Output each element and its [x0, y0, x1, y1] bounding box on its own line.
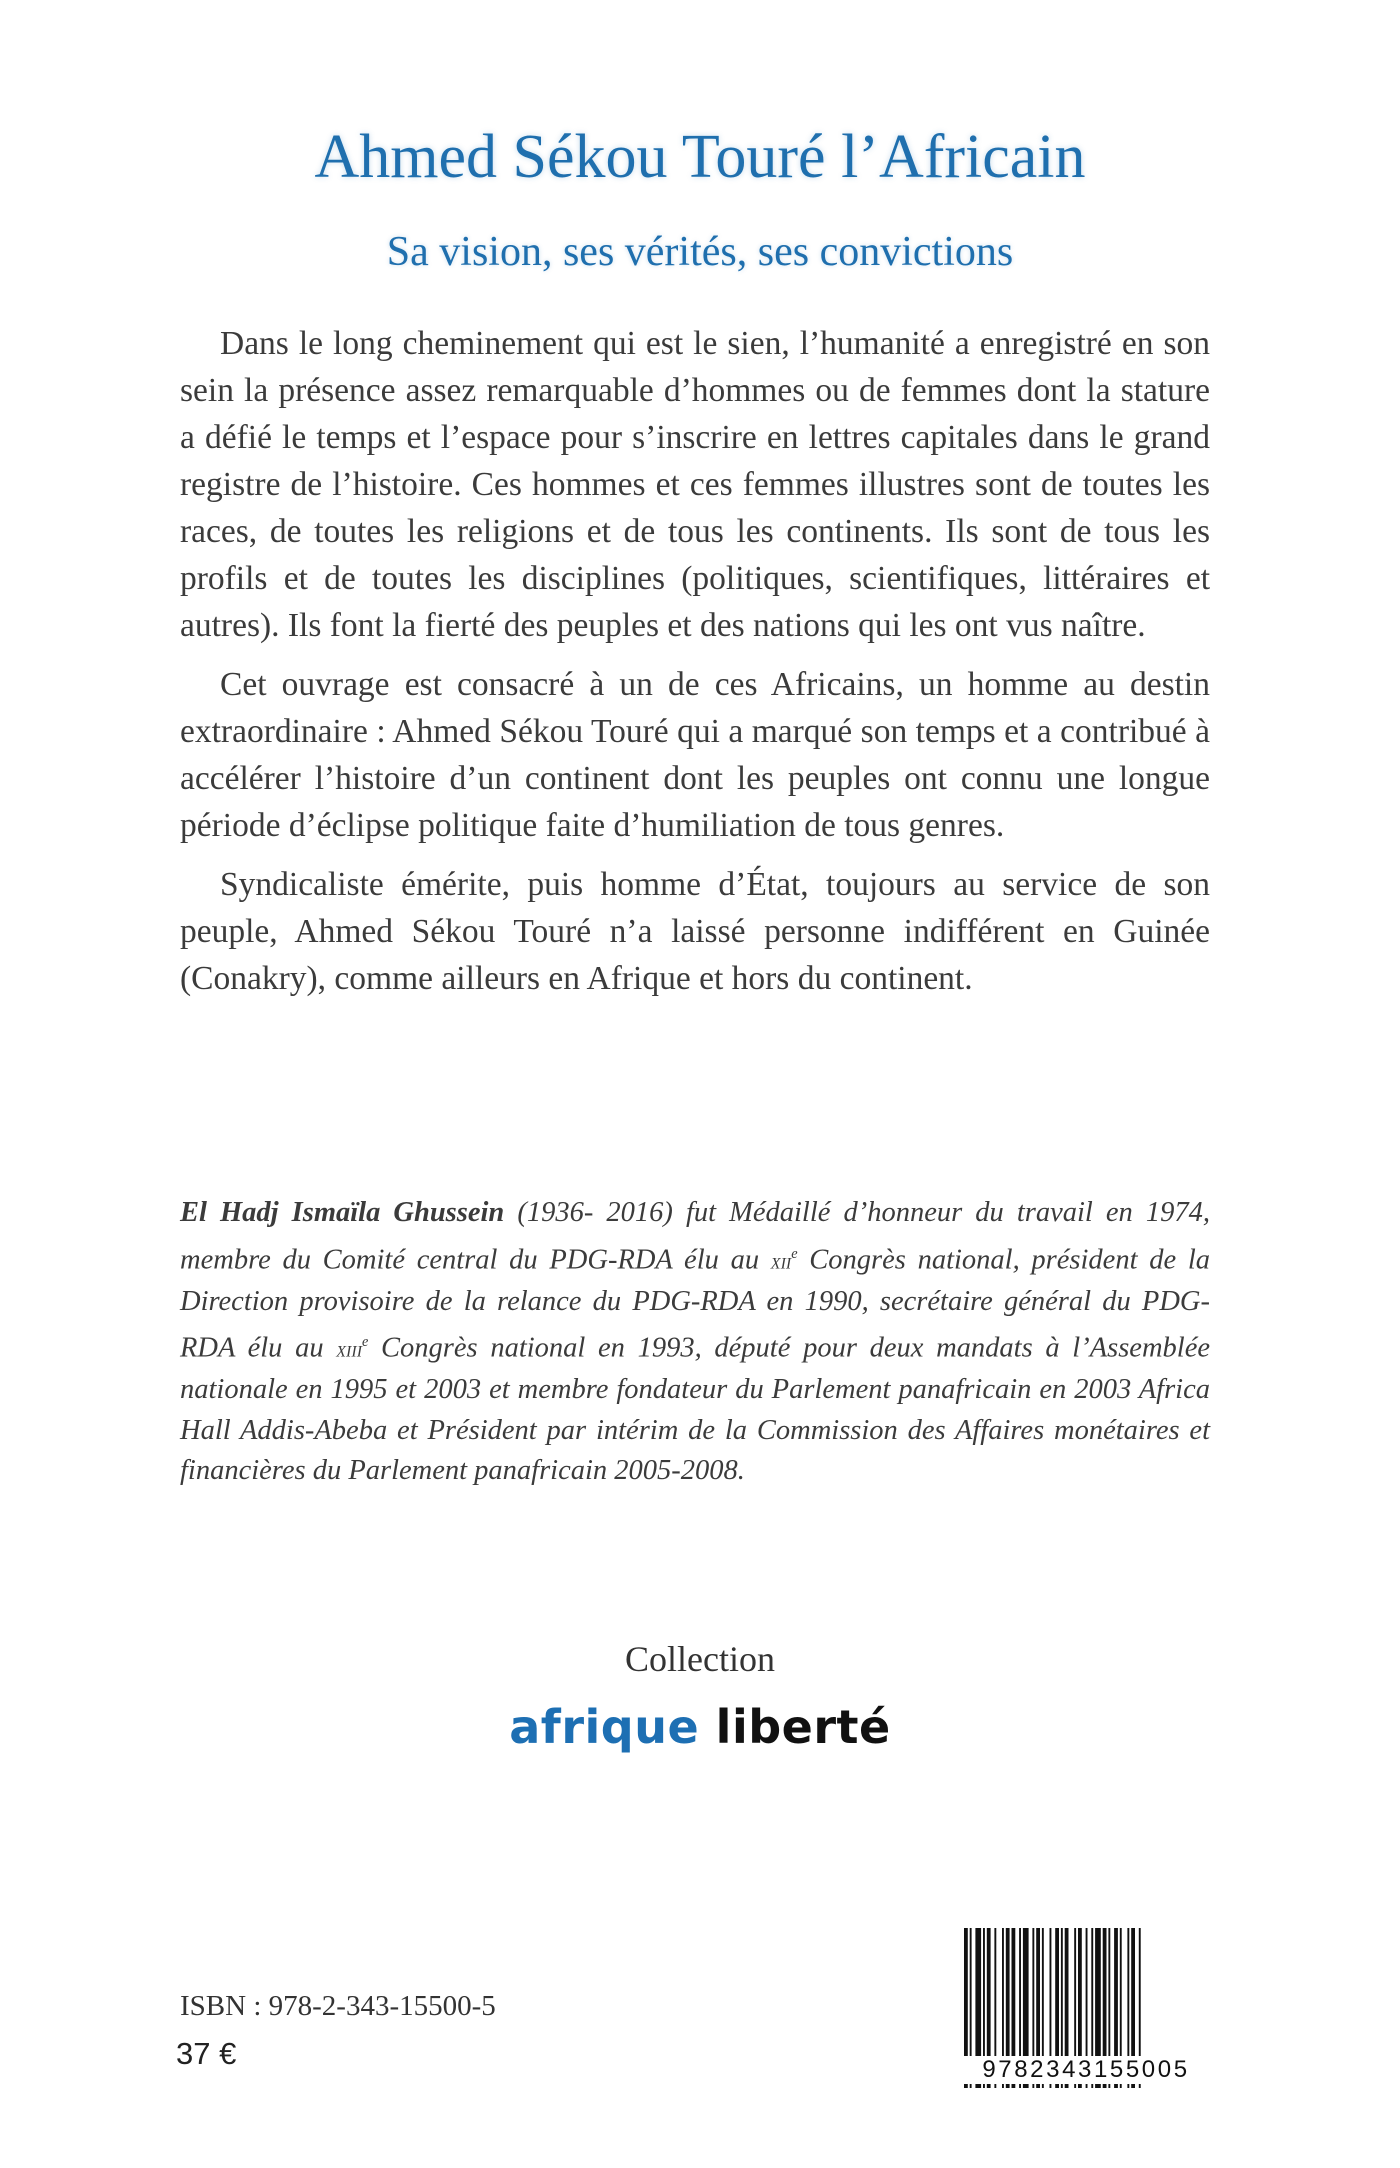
author-name: El Hadj Ismaïla Ghussein: [180, 1197, 505, 1228]
collection-logo: [0, 1700, 1400, 1754]
collection-name-liberte: liberté: [715, 1700, 891, 1754]
price: 37 €: [176, 2036, 237, 2071]
book-subtitle: Sa vision, ses vérités, ses convictions: [386, 229, 1014, 275]
ordinal-suffix: e: [791, 1245, 798, 1262]
roman-numeral: xiii: [336, 1336, 363, 1362]
summary-paragraph: Syndicaliste émérite, puis homme d’État, toujours au service de son peuple, Ahmed Sékou Touré n’a laissé personne indifférent en Guinée (Conakry), comme ailleurs en Afrique et hors du continent.: [180, 866, 1210, 997]
back-cover-summary: [180, 320, 1210, 1014]
barcode-digits: 9782343155005: [962, 2056, 1210, 2084]
isbn: ISBN : 978-2-343-15500-5: [180, 1990, 496, 2022]
roman-numeral: xii: [770, 1248, 792, 1273]
collection-label: Collection: [625, 1639, 775, 1679]
author-biography: [180, 1193, 1210, 1492]
book-title: Ahmed Sékou Touré l’Africain: [314, 123, 1086, 191]
author-bio-text: (1936- 2016) fut Médaillé d’honneur du travail en 1974, membre du Comité central du PDG-RDA élu au: [180, 1197, 1210, 1275]
author-bio-text: Congrès national en 1993, député pour deux mandats à l’Assemblée nationale en 1995 et 2003 et membre fondateur du Parlement panafricain en 2003 Africa Hall Addis-Abeba et Président par intérim de la Commission des Affaires monétaires et financières du Parlement panafricain 2005-2008.: [180, 1332, 1210, 1486]
summary-paragraph: Dans le long cheminement qui est le sien, l’humanité a enregistré en son sein la présence assez remarquable d’hommes ou de femmes dont la stature a défié le temps et l’espace pour s’inscrire en lettres capitales dans le grand registre de l’histoire. Ces hommes et ces femmes illustres sont de toutes les races, de toutes les religions et de tous les continents. Ils sont de tous les profils et de toutes les disciplines (politiques, scientifiques, littéraires et autres). Ils font la fierté des peuples et des nations qui les ont vus naître.: [180, 325, 1210, 644]
ordinal-suffix: e: [362, 1334, 369, 1350]
summary-paragraph: Cet ouvrage est consacré à un de ces Africains, un homme au destin extraordinaire : Ahmed Sékou Touré qui a marqué son temps et a contribué à accélérer l’histoire d’un continent dont les peuples ont connu une longue période d’éclipse politique faite d’humiliation de tous genres.: [180, 666, 1210, 844]
collection-name-afrique: afrique: [509, 1700, 700, 1754]
author-bio-text: Congrès national, président de la Direction provisoire de la relance du PDG-RDA en 1990, secrétaire général du PDG-RDA élu au: [180, 1244, 1210, 1364]
